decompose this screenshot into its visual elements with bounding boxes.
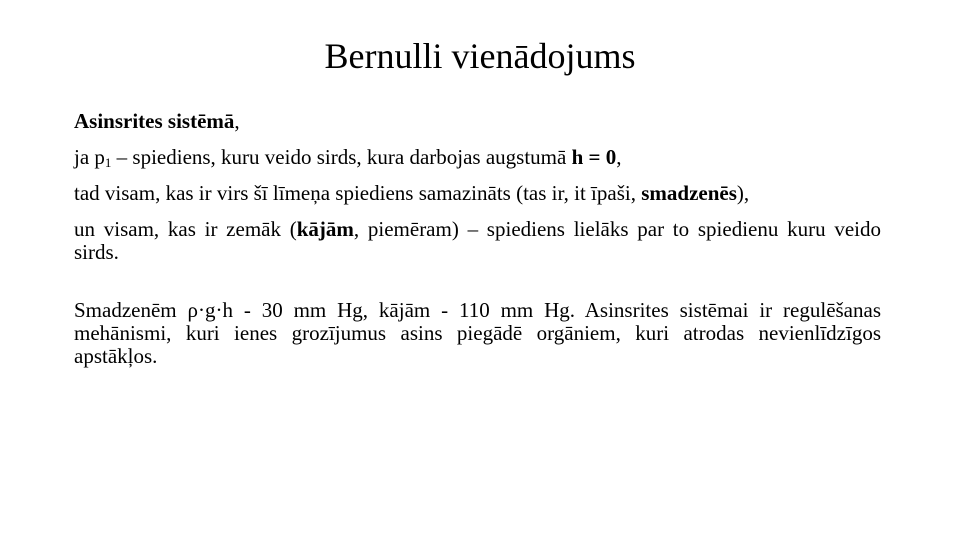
text-segment: un visam, kas ir zemāk ( (74, 217, 297, 241)
bold-term-legs: kājām (296, 217, 354, 241)
text-segment: , piemēram) – spiediens lielāks par to spiedienu kuru veido sirds. (74, 217, 881, 264)
subscript-index: 1 (104, 155, 112, 170)
paragraph-pressure-values: Smadzenēm ρ·g·h - 30 mm Hg, kājām - 110 mm Hg. Asinsrites sistēmai ir regulēšanas mehānismi, kuri ienes grozījumus asins piegādē orgāniem, kuri atrodas nevienlīdzīgos apstākļos. (74, 298, 881, 368)
text-segment: , (234, 109, 240, 133)
bold-formula-h-zero: h = 0 (571, 145, 617, 169)
paragraph-above-level (74, 182, 881, 205)
bold-term-circulatory-system: Asinsrites sistēmā (74, 109, 235, 133)
text-segment: ), (736, 181, 750, 205)
text-segment: , (616, 145, 622, 169)
paragraph-circulatory-system (74, 110, 881, 133)
paragraph-below-level (74, 218, 881, 264)
bold-term-brain: smadzenēs (641, 181, 737, 205)
slide-title: Bernulli vienādojums (324, 36, 636, 76)
text-segment: – spiediens, kuru veido sirds, kura darbojas augstumā (111, 145, 572, 169)
slide-body (74, 110, 881, 368)
text-segment: ja p (74, 145, 105, 169)
text-segment: tad visam, kas ir virs šī līmeņa spiediens samazināts (tas ir, it īpaši, (74, 181, 642, 205)
paragraph-heart-pressure (74, 146, 881, 169)
